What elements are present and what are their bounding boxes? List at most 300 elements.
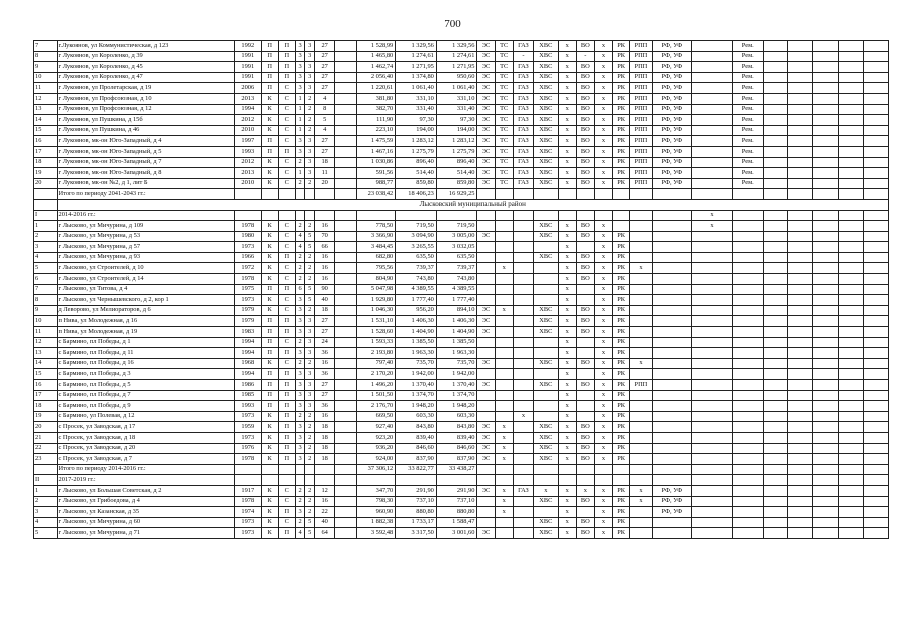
table-cell: 1 (295, 115, 305, 126)
table-cell: 1 963,30 (396, 348, 437, 359)
table-cell: К (261, 358, 278, 369)
empty-cell (838, 422, 864, 433)
table-cell: РК (613, 146, 630, 157)
table-cell: 843,80 (396, 422, 437, 433)
total-label: Итого по периоду 2014-2016 гг.: (57, 464, 234, 475)
empty-cell (864, 252, 889, 263)
empty-cell (838, 284, 864, 295)
empty-cell (838, 157, 864, 168)
table-cell: ХВС (534, 432, 559, 443)
table-cell: 843,80 (436, 422, 477, 433)
table-cell: 15 (34, 369, 58, 380)
empty-cell (788, 422, 813, 433)
table-cell (692, 422, 733, 433)
table-cell: х (495, 305, 513, 316)
table-cell (630, 305, 652, 316)
empty-cell (763, 284, 788, 295)
table-cell: х (558, 411, 576, 422)
table-cell: 3 (295, 443, 305, 454)
table-cell: С (278, 115, 295, 126)
empty-cell (763, 157, 788, 168)
table-cell: х (594, 252, 612, 263)
empty-cell (812, 146, 838, 157)
table-cell: П (278, 411, 295, 422)
table-cell (692, 411, 733, 422)
table-cell: ХВС (534, 72, 559, 83)
table-cell (335, 93, 356, 104)
table-cell: х (594, 231, 612, 242)
section-mark: х (692, 210, 733, 221)
table-cell: 880,80 (396, 507, 437, 518)
empty-cell (812, 252, 838, 263)
table-cell: ВО (576, 104, 594, 115)
table-cell: К (261, 507, 278, 518)
empty-cell (788, 475, 813, 486)
table-cell: 514,40 (436, 168, 477, 179)
address-cell: г Лукоянов, ул Короленко, д 45 (57, 62, 234, 73)
table-cell: х (558, 242, 576, 253)
empty-cell (477, 475, 495, 486)
table-cell (652, 316, 692, 327)
empty-cell (788, 62, 813, 73)
table-cell: 743,80 (396, 274, 437, 285)
table-cell (732, 528, 763, 539)
table-cell: х (630, 263, 652, 274)
table-cell: 3 (295, 348, 305, 359)
table-cell: 1 467,16 (356, 146, 396, 157)
table-cell: 3 (305, 62, 315, 73)
table-cell (477, 263, 495, 274)
table-cell: РПП (630, 62, 652, 73)
table-row (34, 83, 889, 94)
table-cell: ЭС (477, 168, 495, 179)
table-cell: 27 (315, 380, 335, 391)
empty-cell (630, 464, 652, 475)
table-cell: ХВС (534, 104, 559, 115)
empty-cell (864, 485, 889, 496)
table-cell: 896,40 (436, 157, 477, 168)
empty-cell (34, 199, 58, 210)
table-cell (513, 316, 533, 327)
section-header-row (34, 210, 889, 221)
table-cell: х (594, 411, 612, 422)
empty-cell (513, 189, 533, 200)
table-cell: РК (613, 136, 630, 147)
table-cell: 27 (315, 83, 335, 94)
empty-cell (763, 475, 788, 486)
table-cell: х (558, 517, 576, 528)
empty-cell (732, 189, 763, 200)
table-cell (335, 72, 356, 83)
table-cell: 1 329,56 (436, 41, 477, 52)
table-cell: ЭС (477, 432, 495, 443)
table-cell: х (558, 72, 576, 83)
empty-cell (838, 146, 864, 157)
address-cell: г Лукоянов, ул Пушкина, д 15б (57, 115, 234, 126)
empty-cell (558, 189, 576, 200)
table-cell: 3 (305, 337, 315, 348)
empty-cell (436, 210, 477, 221)
table-cell (576, 401, 594, 412)
address-cell: г Лысково, ул Казанская, д 35 (57, 507, 234, 518)
table-cell: 14 (34, 115, 58, 126)
table-cell: 1 374,70 (436, 390, 477, 401)
empty-cell (812, 496, 838, 507)
table-cell: 111,90 (356, 115, 396, 126)
table-cell: ЭС (477, 104, 495, 115)
table-cell: РФ, УФ (652, 115, 692, 126)
address-cell: г.Лукоянов, ул Коммунистическая, д 123 (57, 41, 234, 52)
table-cell (335, 146, 356, 157)
table-cell (732, 327, 763, 338)
empty-cell (788, 485, 813, 496)
empty-cell (788, 305, 813, 316)
table-cell: х (558, 432, 576, 443)
table-cell: ЭС (477, 136, 495, 147)
table-cell (335, 528, 356, 539)
table-cell: 1 528,60 (356, 327, 396, 338)
table-cell: ХВС (534, 305, 559, 316)
table-cell: 331,40 (396, 104, 437, 115)
table-cell (335, 295, 356, 306)
table-cell: х (594, 242, 612, 253)
table-cell: РК (613, 83, 630, 94)
table-cell: РК (613, 51, 630, 62)
table-cell (692, 432, 733, 443)
table-cell: ХВС (534, 496, 559, 507)
table-cell (732, 517, 763, 528)
table-cell (534, 274, 559, 285)
empty-cell (864, 72, 889, 83)
empty-cell (788, 252, 813, 263)
table-cell (732, 305, 763, 316)
table-cell (335, 136, 356, 147)
empty-cell (788, 348, 813, 359)
table-cell (652, 411, 692, 422)
table-row (34, 496, 889, 507)
table-cell: х (495, 454, 513, 465)
table-cell: х (594, 125, 612, 136)
table-cell: 2 (305, 496, 315, 507)
table-cell: РПП (630, 104, 652, 115)
table-cell: 1968 (234, 358, 261, 369)
table-cell (534, 295, 559, 306)
table-cell: С (278, 305, 295, 316)
table-cell (513, 337, 533, 348)
table-cell (692, 168, 733, 179)
table-cell (335, 83, 356, 94)
table-cell: РК (613, 422, 630, 433)
table-cell (732, 401, 763, 412)
empty-cell (838, 380, 864, 391)
table-cell: К (261, 454, 278, 465)
table-cell: РПП (630, 72, 652, 83)
table-cell: 16 (34, 380, 58, 391)
table-cell: 2 (295, 178, 305, 189)
table-cell (630, 337, 652, 348)
table-cell: С (278, 337, 295, 348)
table-cell (732, 252, 763, 263)
empty-cell (788, 93, 813, 104)
empty-cell (763, 210, 788, 221)
table-cell (652, 337, 692, 348)
empty-cell (763, 72, 788, 83)
table-cell (477, 496, 495, 507)
table-cell (732, 432, 763, 443)
table-cell: х (495, 422, 513, 433)
table-cell: 1 370,40 (436, 380, 477, 391)
table-cell: х (594, 390, 612, 401)
empty-cell (812, 295, 838, 306)
table-cell: 846,60 (436, 443, 477, 454)
table-cell (576, 284, 594, 295)
empty-cell (763, 146, 788, 157)
table-cell (652, 432, 692, 443)
empty-cell (838, 263, 864, 274)
table-cell (630, 242, 652, 253)
table-cell (732, 274, 763, 285)
empty-cell (295, 210, 305, 221)
table-cell: 837,90 (436, 454, 477, 465)
table-row (34, 485, 889, 496)
table-cell: х (558, 41, 576, 52)
table-cell: 3 (295, 295, 305, 306)
table-cell: Рем. (732, 115, 763, 126)
table-cell: 20 (34, 178, 58, 189)
table-cell: х (594, 380, 612, 391)
empty-cell (864, 210, 889, 221)
table-cell: 2 (305, 115, 315, 126)
table-cell: 2 (305, 221, 315, 232)
table-cell: 1 (34, 221, 58, 232)
table-cell: 1 329,56 (396, 41, 437, 52)
table-cell: 18 (34, 401, 58, 412)
table-cell (732, 485, 763, 496)
empty-cell (812, 189, 838, 200)
table-cell: х (558, 168, 576, 179)
table-cell: ЭС (477, 358, 495, 369)
table-cell: 11 (34, 83, 58, 94)
table-cell: 2 (305, 93, 315, 104)
table-cell: ТС (495, 41, 513, 52)
table-cell: 778,50 (356, 221, 396, 232)
table-cell (630, 390, 652, 401)
table-cell: х (594, 337, 612, 348)
table-cell: РК (613, 115, 630, 126)
empty-cell (788, 210, 813, 221)
empty-cell (652, 464, 692, 475)
table-cell: 17 (34, 390, 58, 401)
table-cell (692, 517, 733, 528)
table-cell (335, 454, 356, 465)
table-cell: Рем. (732, 62, 763, 73)
table-cell (692, 274, 733, 285)
table-cell: 2 (305, 411, 315, 422)
table-cell: х (558, 316, 576, 327)
empty-cell (864, 93, 889, 104)
table-cell: 4 (34, 252, 58, 263)
table-cell (513, 454, 533, 465)
table-cell: ХВС (534, 517, 559, 528)
table-cell: ЭС (477, 443, 495, 454)
table-cell (495, 528, 513, 539)
table-cell: РПП (630, 41, 652, 52)
table-row (34, 358, 889, 369)
empty-cell (864, 221, 889, 232)
table-row (34, 401, 889, 412)
table-cell: х (594, 41, 612, 52)
table-cell: ГАЗ (513, 83, 533, 94)
empty-cell (763, 369, 788, 380)
table-cell: 2013 (234, 93, 261, 104)
table-cell (495, 380, 513, 391)
table-cell: РК (613, 337, 630, 348)
table-cell (513, 221, 533, 232)
table-cell: х (594, 454, 612, 465)
table-cell (576, 507, 594, 518)
table-cell: 1 406,30 (396, 316, 437, 327)
empty-cell (788, 517, 813, 528)
table-cell: П (261, 316, 278, 327)
table-cell (630, 528, 652, 539)
table-cell (513, 263, 533, 274)
table-cell: 6 (34, 274, 58, 285)
table-cell (513, 517, 533, 528)
table-cell: 2012 (234, 115, 261, 126)
table-cell: 1974 (234, 507, 261, 518)
table-cell: 1975 (234, 284, 261, 295)
table-cell: х (594, 369, 612, 380)
table-cell: 956,20 (396, 305, 437, 316)
address-cell: г Лукоянов, ул Профсоюзная, д 10 (57, 93, 234, 104)
section-label: 2017-2019 гг.: (57, 475, 234, 486)
table-cell: 2 (295, 263, 305, 274)
table-cell (495, 327, 513, 338)
empty-cell (763, 189, 788, 200)
empty-cell (788, 104, 813, 115)
table-cell: х (513, 411, 533, 422)
table-row (34, 136, 889, 147)
empty-cell (838, 485, 864, 496)
table-cell (692, 380, 733, 391)
district-title-row (34, 199, 889, 210)
empty-cell (864, 189, 889, 200)
table-cell: РК (613, 443, 630, 454)
table-cell (495, 231, 513, 242)
table-cell: х (594, 327, 612, 338)
table-cell: 743,80 (436, 274, 477, 285)
table-cell (335, 115, 356, 126)
table-cell (732, 443, 763, 454)
empty-cell (838, 528, 864, 539)
table-cell: ЭС (477, 51, 495, 62)
table-cell (652, 390, 692, 401)
table-cell: 1994 (234, 337, 261, 348)
table-cell: РК (613, 41, 630, 52)
empty-cell (812, 337, 838, 348)
table-cell: 837,90 (396, 454, 437, 465)
empty-cell (788, 295, 813, 306)
table-cell (692, 348, 733, 359)
table-cell: ЭС (477, 146, 495, 157)
table-cell (692, 316, 733, 327)
table-cell: ВО (576, 168, 594, 179)
table-cell: ВО (576, 422, 594, 433)
empty-cell (261, 475, 278, 486)
table-cell (335, 380, 356, 391)
table-cell: 859,80 (396, 178, 437, 189)
address-cell: с Бармино, пл Победы, д 1 (57, 337, 234, 348)
table-cell (692, 507, 733, 518)
table-cell: 514,40 (396, 168, 437, 179)
empty-cell (812, 348, 838, 359)
empty-cell (838, 295, 864, 306)
empty-cell (864, 51, 889, 62)
table-cell: РФ, УФ (652, 62, 692, 73)
table-cell (335, 517, 356, 528)
table-cell: РК (613, 528, 630, 539)
empty-cell (788, 316, 813, 327)
empty-cell (864, 443, 889, 454)
table-cell: П (278, 51, 295, 62)
table-cell (495, 252, 513, 263)
empty-cell (788, 189, 813, 200)
address-cell: п Нива, ул Молодежная, д 19 (57, 327, 234, 338)
table-cell: К (261, 422, 278, 433)
table-cell: ГАЗ (513, 104, 533, 115)
empty-cell (788, 51, 813, 62)
empty-cell (812, 422, 838, 433)
table-cell (652, 231, 692, 242)
table-cell: х (558, 146, 576, 157)
table-cell: 27 (315, 390, 335, 401)
table-cell: х (558, 178, 576, 189)
empty-cell (788, 72, 813, 83)
table-cell: 2 (295, 496, 305, 507)
empty-cell (838, 231, 864, 242)
table-cell: ХВС (534, 136, 559, 147)
table-cell: РПП (630, 146, 652, 157)
empty-cell (477, 464, 495, 475)
table-cell: 1 948,20 (396, 401, 437, 412)
address-cell: г Лысково, ул Титова, д 4 (57, 284, 234, 295)
table-cell: х (558, 274, 576, 285)
empty-cell (838, 454, 864, 465)
empty-cell (763, 411, 788, 422)
empty-cell (763, 221, 788, 232)
table-cell: 739,37 (396, 263, 437, 274)
empty-cell (763, 443, 788, 454)
table-cell: 1 283,12 (396, 136, 437, 147)
table-cell: К (261, 168, 278, 179)
table-cell: РФ, УФ (652, 41, 692, 52)
table-cell: РК (613, 231, 630, 242)
empty-cell (495, 189, 513, 200)
table-cell (335, 369, 356, 380)
table-cell (630, 517, 652, 528)
table-cell (692, 252, 733, 263)
table-row (34, 115, 889, 126)
table-cell (513, 369, 533, 380)
empty-cell (788, 358, 813, 369)
table-cell: П (278, 401, 295, 412)
table-cell: 8 (34, 295, 58, 306)
table-cell: ВО (576, 146, 594, 157)
table-cell (692, 390, 733, 401)
table-cell: ГАЗ (513, 125, 533, 136)
empty-cell (732, 210, 763, 221)
empty-cell (812, 528, 838, 539)
